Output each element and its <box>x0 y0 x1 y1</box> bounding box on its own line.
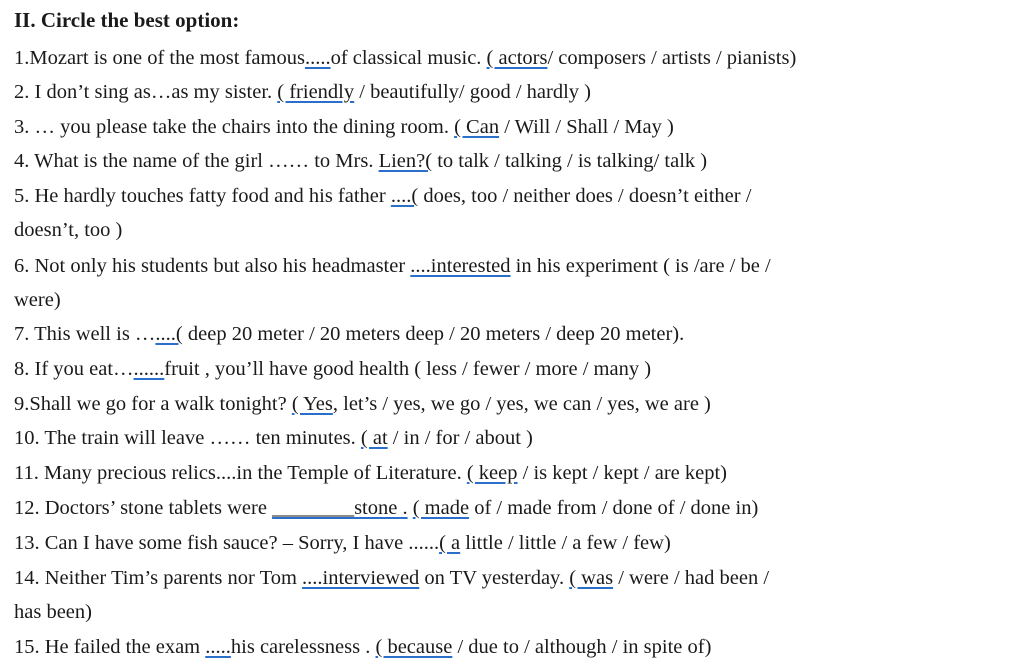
question-12: 12. Doctors’ stone tablets were ________stone . ( made of / made from / done of / done in) <box>14 497 759 519</box>
question-11: 11. Many precious relics....in the Temple of Literature. ( keep / is kept / kept / are kept) <box>14 462 727 484</box>
question-5-continued: doesn’t, too ) <box>14 219 123 241</box>
question-14: 14. Neither Tim’s parents nor Tom ....interviewed on TV yesterday. ( was / were / had been / <box>14 567 770 589</box>
exercise-heading: II. Circle the best option: <box>14 8 240 32</box>
question-1: 1.Mozart is one of the most famous.....of classical music. ( actors/ composers / artists / pianists) <box>14 47 797 69</box>
question-15: 15. He failed the exam .....his carelessness . ( because / due to / although / in spite of) <box>14 636 712 658</box>
question-5: 5. He hardly touches fatty food and his father ....( does, too / neither does / doesn’t either / <box>14 185 752 207</box>
question-2: 2. I don’t sing as…as my sister. ( friendly / beautifully/ good / hardly ) <box>14 81 591 103</box>
question-3: 3. … you please take the chairs into the dining room. ( Can / Will / Shall / May ) <box>14 116 674 138</box>
question-9: 9.Shall we go for a walk tonight? ( Yes, let’s / yes, we go / yes, we can / yes, we are ) <box>14 393 711 415</box>
question-6: 6. Not only his students but also his headmaster ....interested in his experiment ( is /are / be / <box>14 255 771 277</box>
question-7: 7. This well is …....( deep 20 meter / 20 meters deep / 20 meters / deep 20 meter). <box>14 323 685 345</box>
question-13: 13. Can I have some fish sauce? – Sorry, I have ......( a little / little / a few / few) <box>14 532 671 554</box>
question-8: 8. If you eat…......fruit , you’ll have good health ( less / fewer / more / many ) <box>14 358 652 380</box>
question-6-continued: were) <box>14 289 61 311</box>
question-4: 4. What is the name of the girl …… to Mrs. Lien?( to talk / talking / is talking/ talk ) <box>14 150 708 172</box>
question-10: 10. The train will leave …… ten minutes. ( at / in / for / about ) <box>14 427 533 449</box>
question-14-continued: has been) <box>14 601 92 623</box>
